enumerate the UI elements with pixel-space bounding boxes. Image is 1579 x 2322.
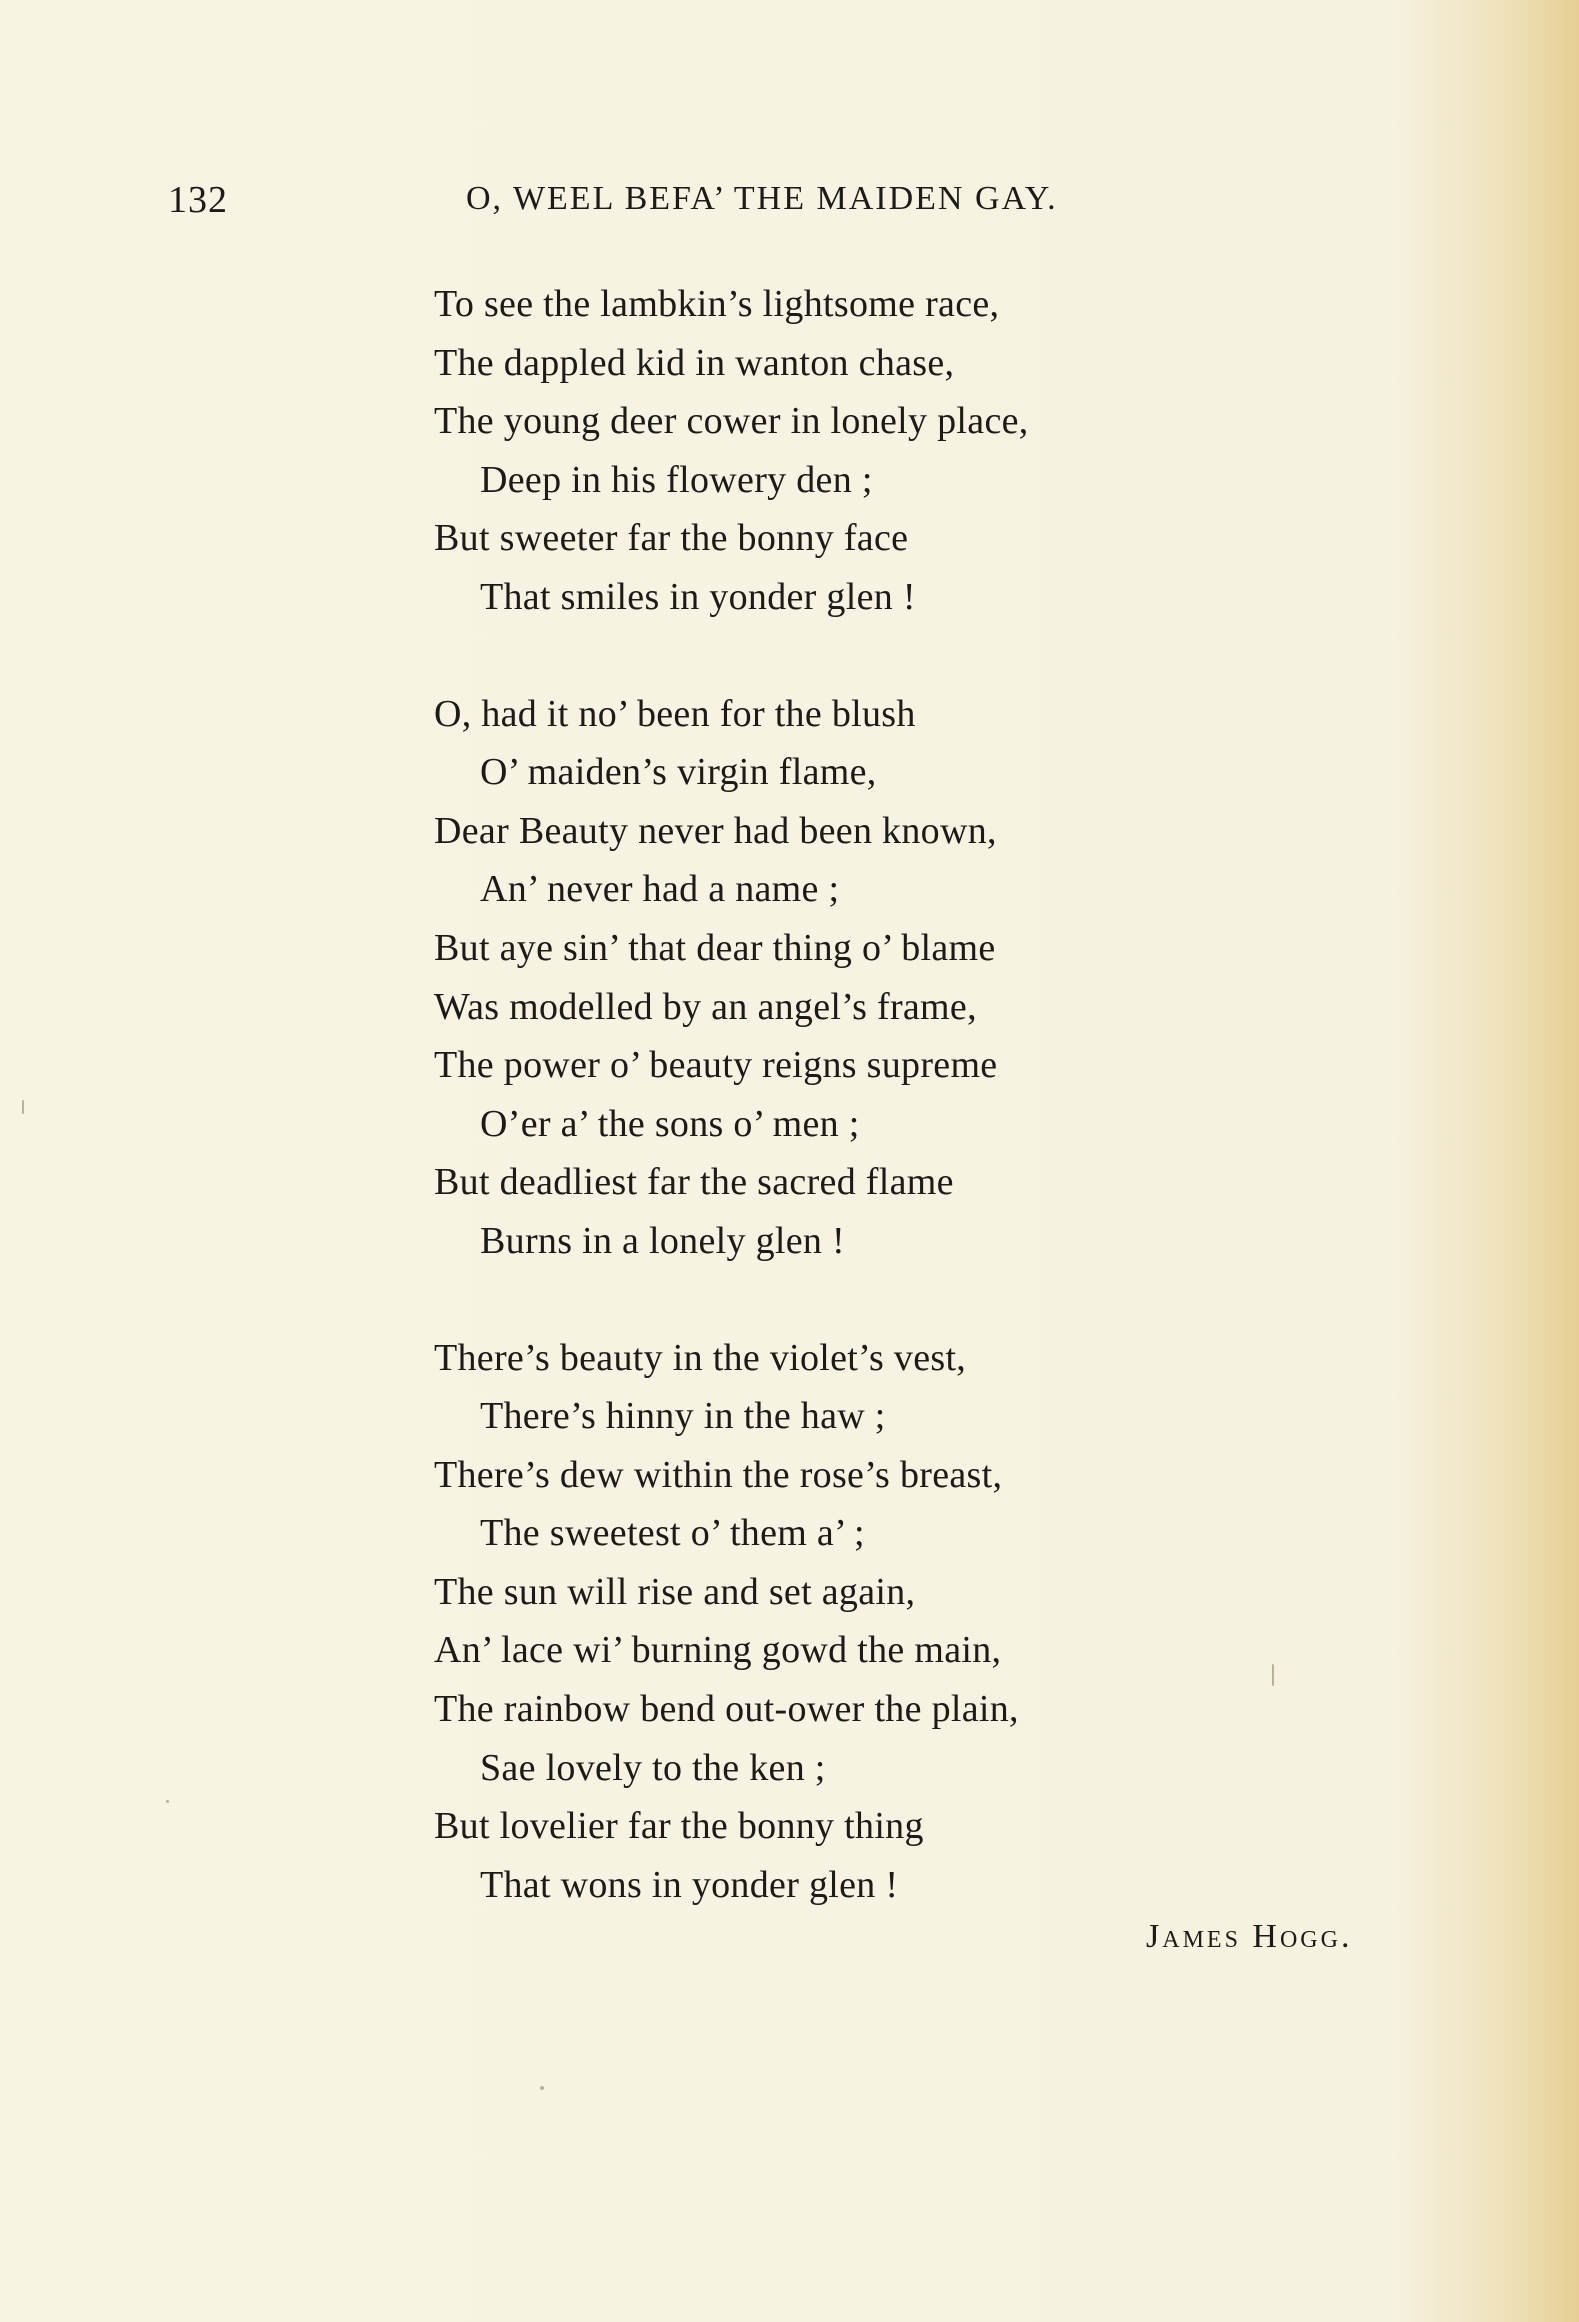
poem-line: An’ lace wi’ burning gowd the main, [434, 1629, 1002, 1672]
paper-speck [22, 1100, 24, 1114]
poem-line: The sweetest o’ them a’ ; [480, 1512, 865, 1555]
paper-speck [540, 2086, 544, 2090]
poem-line: That smiles in yonder glen ! [480, 575, 916, 618]
paper-speck [1272, 1664, 1274, 1686]
poem-line: There’s dew within the rose’s breast, [434, 1453, 1003, 1496]
poem-line: Sae lovely to the ken ; [480, 1746, 826, 1789]
stanza [434, 685, 1334, 1271]
stanza-gap [434, 627, 1334, 685]
poem-line: Burns in a lonely glen ! [480, 1219, 845, 1262]
poem-line: The power o’ beauty reigns supreme [434, 1044, 998, 1087]
poem-line: To see the lambkin’s lightsome race, [434, 283, 1000, 325]
poem-line: An’ never had a name ; [480, 868, 840, 911]
poem-line: There’s hinny in the haw ; [480, 1395, 886, 1438]
poem-line: O’ maiden’s virgin flame, [480, 751, 877, 794]
stanza-gap [434, 1271, 1334, 1329]
poem-line: Dear Beauty never had been known, [434, 809, 997, 852]
poem-line: But deadliest far the sacred flame [434, 1161, 954, 1204]
stanza [434, 1329, 1334, 1915]
poem-line: Deep in his flowery den ; [480, 458, 873, 501]
poem-line: That wons in yonder glen ! [480, 1863, 899, 1906]
poem-line: The rainbow bend out-ower the plain, [434, 1688, 1019, 1731]
page-header [0, 178, 1579, 238]
paper-speck [166, 1800, 169, 1803]
author-signature: James Hogg. [1146, 1918, 1353, 1955]
poem-line: The dappled kid in wanton chase, [434, 341, 955, 384]
poem-line: Was modelled by an angel’s frame, [434, 985, 977, 1028]
stanza [434, 275, 1334, 627]
poem-line: But sweeter far the bonny face [434, 517, 909, 560]
poem-line: But aye sin’ that dear thing o’ blame [434, 926, 996, 969]
page-number: 132 [168, 179, 228, 221]
poem-line: O, had it no’ been for the blush [434, 692, 916, 735]
poem-line: O’er a’ the sons o’ men ; [480, 1102, 860, 1145]
poem-line: The young deer cower in lonely place, [434, 400, 1029, 443]
poem-body [434, 275, 1334, 1914]
poem-line: There’s beauty in the violet’s vest, [434, 1336, 967, 1379]
poem-line: The sun will rise and set again, [434, 1570, 916, 1613]
running-title: O, WEEL BEFA’ THE MAIDEN GAY. [466, 180, 1058, 217]
poem-line: But lovelier far the bonny thing [434, 1805, 924, 1848]
